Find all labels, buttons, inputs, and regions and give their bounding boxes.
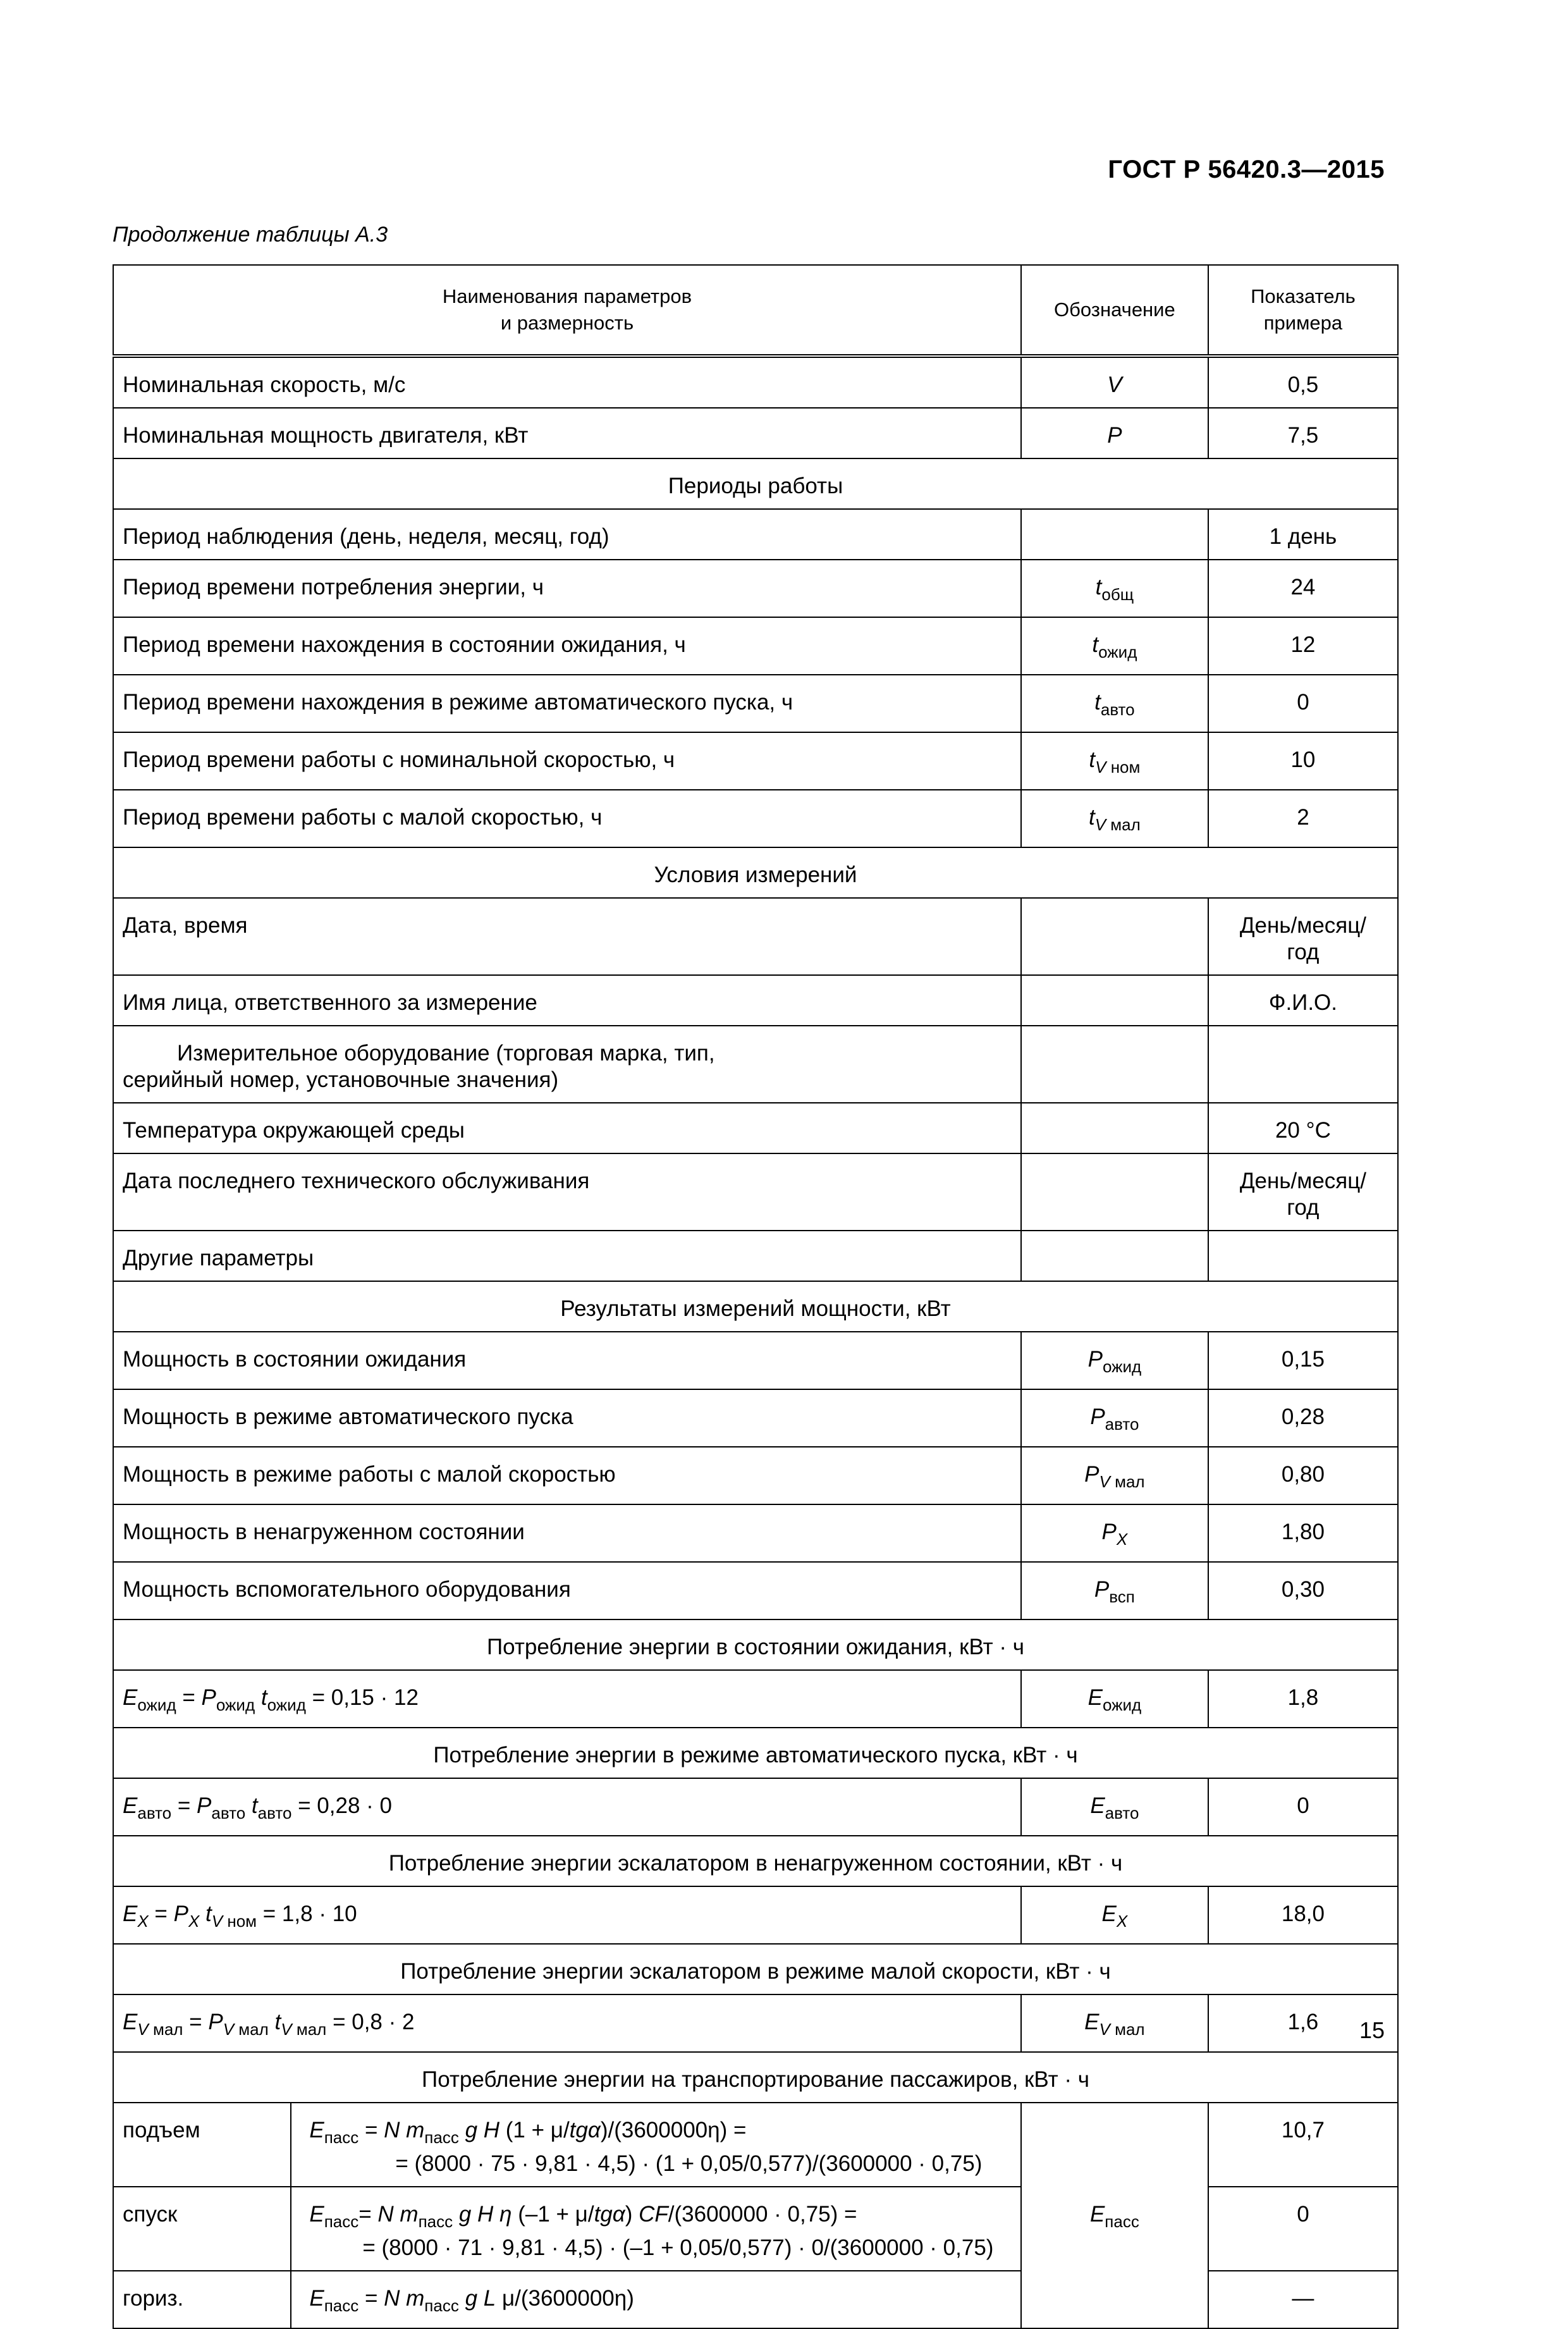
row-name: Период наблюдения (день, неделя, месяц, год) [113, 509, 1021, 560]
f-eq: = [148, 1902, 174, 1926]
f-t: t [260, 1685, 267, 1710]
row-value [1208, 898, 1398, 975]
formula-row [113, 1994, 1398, 2052]
f-p-sub2: мал [238, 2020, 269, 2039]
symbol-base: P [1101, 1520, 1117, 1544]
row-name: Период времени работы с малой скоростью, ч [113, 790, 1021, 847]
f-eq: = [358, 2118, 384, 2142]
row-symbol [1021, 1504, 1208, 1562]
row-value [1208, 1153, 1398, 1231]
f-n: N m [384, 2118, 425, 2142]
symbol-sub2: ном [1110, 758, 1141, 777]
symbol-sub: V [1099, 2020, 1110, 2039]
symbol-sub2: мал [1115, 2020, 1145, 2039]
symbol-base: E [1089, 2202, 1105, 2227]
mode-label: спуск [113, 2187, 291, 2271]
row-value: 0,15 [1208, 1332, 1398, 1389]
formula-line2: = (8000 · 71 · 9,81 · 4,5) · (–1 + 0,05/0,577) · 0/(3600000 · 0,75) [362, 2235, 994, 2260]
row-name: Имя лица, ответственного за измерение [113, 975, 1021, 1026]
formula [291, 2103, 1021, 2187]
row-value: 1,6 [1208, 1994, 1398, 2052]
row-value: 10 [1208, 732, 1398, 790]
table-row [113, 1026, 1398, 1103]
row-name: Период времени работы с номинальной скоростью, ч [113, 732, 1021, 790]
f-eq: = [171, 1793, 197, 1818]
f-d: )/(3600000η) = [600, 2118, 747, 2142]
symbol-base: E [1087, 1685, 1103, 1710]
symbol-sub: ожид [1102, 1357, 1142, 1376]
f-t: t [274, 2010, 281, 2034]
symbol-sub: X [1116, 1530, 1128, 1549]
f-tail: = 0,28 · 0 [291, 1793, 392, 1818]
symbol-base: P [1087, 1347, 1103, 1372]
f-e-sub: X [137, 1912, 149, 1931]
formula-row [113, 2103, 1398, 2187]
row-value: 10,7 [1208, 2103, 1398, 2187]
row-name: Мощность вспомогательного оборудования [113, 1562, 1021, 1619]
parameters-table [113, 264, 1399, 2329]
row-value: 1,80 [1208, 1504, 1398, 1562]
f-p: P [197, 1793, 212, 1818]
symbol-sub2: мал [1115, 1472, 1145, 1491]
table-row [113, 1447, 1398, 1504]
symbol-sub: V [1099, 1472, 1110, 1491]
formula-line2: = (8000 · 75 · 9,81 · 4,5) · (1 + 0,05/0,577)/(3600000 · 0,75) [395, 2151, 983, 2176]
page-number: 15 [1359, 2017, 1385, 2043]
f-e: E [309, 2202, 324, 2227]
section-title: Условия измерений [113, 847, 1398, 898]
f-e-sub: пасс [324, 2296, 359, 2315]
section-title: Потребление энергии эскалатором в ненагруженном состоянии, кВт · ч [113, 1836, 1398, 1886]
formula [291, 2187, 1021, 2271]
row-symbol [1021, 560, 1208, 617]
f-e-sub: пасс [324, 2128, 359, 2147]
section-row [113, 1944, 1398, 1994]
row-symbol [1021, 898, 1208, 975]
f-tail: = 1,8 · 10 [257, 1902, 357, 1926]
symbol-base: P [1094, 1577, 1110, 1602]
f-e: E [309, 2286, 324, 2311]
table-row [113, 408, 1398, 458]
row-value: 0,5 [1208, 356, 1398, 408]
formula-row [113, 1670, 1398, 1728]
section-row [113, 1836, 1398, 1886]
value-line2: год [1287, 940, 1320, 964]
header-value [1208, 265, 1398, 356]
symbol-base: E [1090, 1793, 1105, 1818]
name-line1: Измерительное оборудование (торговая марка, тип, [177, 1041, 715, 1066]
table-caption: Продолжение таблицы А.3 [113, 223, 388, 247]
f-e-sub: пасс [324, 2212, 359, 2231]
row-value: Ф.И.О. [1208, 975, 1398, 1026]
table-row [113, 675, 1398, 732]
row-name: Мощность в режиме работы с малой скоростью [113, 1447, 1021, 1504]
row-symbol: V [1021, 356, 1208, 408]
f-e-sub: V [137, 2020, 149, 2039]
value-line1: День/месяц/ [1239, 913, 1367, 938]
value-line1: День/месяц/ [1239, 1169, 1367, 1193]
table-row [113, 1231, 1398, 1281]
f-n-sub: пасс [424, 2296, 459, 2315]
table-row [113, 509, 1398, 560]
row-value: 0 [1208, 2187, 1398, 2271]
f-e: E [309, 2118, 324, 2142]
row-name: Дата последнего технического обслуживания [113, 1153, 1021, 1231]
row-value: 12 [1208, 617, 1398, 675]
f-tail: = 0,15 · 12 [305, 1685, 419, 1710]
section-title: Результаты измерений мощности, кВт [113, 1281, 1398, 1332]
section-row [113, 1619, 1398, 1670]
table-row [113, 617, 1398, 675]
row-value: 0 [1208, 675, 1398, 732]
symbol-base: t [1089, 747, 1096, 772]
symbol-base: P [1090, 1404, 1105, 1429]
row-symbol [1021, 1332, 1208, 1389]
row-name: Номинальная мощность двигателя, кВт [113, 408, 1021, 458]
row-value: 1 день [1208, 509, 1398, 560]
table-row [113, 1153, 1398, 1231]
formula-line1 [309, 2285, 1012, 2319]
row-value [1208, 1231, 1398, 1281]
symbol-sub: пасс [1105, 2212, 1139, 2231]
f-c: (1 + μ/ [499, 2118, 570, 2142]
table-row [113, 1389, 1398, 1447]
row-symbol [1021, 1231, 1208, 1281]
symbol-sub: авто [1100, 700, 1135, 719]
f-p: P [201, 1685, 216, 1710]
f-cf: CF [639, 2202, 668, 2227]
f-t-sub2: мал [296, 2020, 327, 2039]
f-b: g H η [453, 2202, 512, 2227]
row-symbol [1021, 617, 1208, 675]
row-symbol [1021, 1778, 1208, 1836]
value-line2: год [1287, 1195, 1320, 1220]
f-eq: = [176, 1685, 202, 1710]
section-row [113, 458, 1398, 509]
section-title: Потребление энергии на транспортирование пассажиров, кВт · ч [113, 2052, 1398, 2103]
f-p-sub: X [188, 1912, 200, 1931]
table-row [113, 732, 1398, 790]
symbol-base: t [1088, 805, 1095, 830]
header-value-line2: примера [1263, 312, 1343, 334]
row-symbol: P [1021, 408, 1208, 458]
table-row [113, 1504, 1398, 1562]
symbol-base: E [1084, 2010, 1099, 2034]
row-value: 7,5 [1208, 408, 1398, 458]
f-e: E [123, 1793, 138, 1818]
row-name: Мощность в ненагруженном состоянии [113, 1504, 1021, 1562]
table-row [113, 790, 1398, 847]
row-name: Дата, время [113, 898, 1021, 975]
f-d: ) [625, 2202, 639, 2227]
section-title: Потребление энергии эскалатором в режиме малой скорости, кВт · ч [113, 1944, 1398, 1994]
table-header-row [113, 265, 1398, 356]
row-symbol [1021, 1562, 1208, 1619]
row-value: 0,30 [1208, 1562, 1398, 1619]
f-eq: = [358, 2286, 384, 2311]
header-name-line2: и размерность [500, 312, 634, 334]
f-t-sub: V [211, 1912, 223, 1931]
symbol-sub: авто [1105, 1415, 1139, 1434]
symbol-sub: общ [1101, 585, 1134, 604]
row-symbol [1021, 1670, 1208, 1728]
formula-row [113, 1778, 1398, 1836]
formula [113, 1886, 1021, 1944]
f-n: N m [377, 2202, 419, 2227]
row-symbol [1021, 732, 1208, 790]
row-value [1208, 1026, 1398, 1103]
f-n-sub: пасс [424, 2128, 459, 2147]
row-symbol [1021, 1389, 1208, 1447]
formula [113, 1994, 1021, 2052]
row-value: — [1208, 2271, 1398, 2328]
symbol-sub: авто [1105, 1804, 1139, 1822]
f-e: E [123, 1902, 138, 1926]
row-value: 0,28 [1208, 1389, 1398, 1447]
f-t-sub: авто [257, 1804, 292, 1822]
section-row [113, 1728, 1398, 1778]
f-eq: = [358, 2202, 378, 2227]
table-row [113, 975, 1398, 1026]
row-name [113, 1026, 1021, 1103]
table-row [113, 560, 1398, 617]
formula [113, 1778, 1021, 1836]
row-symbol [1021, 1886, 1208, 1944]
symbol-base: P [1084, 1462, 1099, 1487]
f-t: t [251, 1793, 258, 1818]
f-e-sub: ожид [137, 1695, 176, 1714]
row-value: 1,8 [1208, 1670, 1398, 1728]
f-tg: tgα [594, 2202, 625, 2227]
row-value: 2 [1208, 790, 1398, 847]
table-row [113, 1562, 1398, 1619]
f-e-tail: /(3600000 · 0,75) = [668, 2202, 857, 2227]
symbol-base: t [1095, 575, 1102, 599]
row-name: Другие параметры [113, 1231, 1021, 1281]
f-p-sub: ожид [216, 1695, 255, 1714]
row-value: 0,80 [1208, 1447, 1398, 1504]
row-symbol [1021, 1026, 1208, 1103]
f-p: P [208, 2010, 223, 2034]
mode-label: гориз. [113, 2271, 291, 2328]
row-symbol [1021, 1103, 1208, 1153]
f-p-sub: авто [211, 1804, 246, 1822]
row-value: 20 °C [1208, 1103, 1398, 1153]
f-c: μ/(3600000η) [496, 2286, 634, 2311]
row-value: 18,0 [1208, 1886, 1398, 1944]
f-e: E [123, 1685, 138, 1710]
section-title: Потребление энергии в состоянии ожидания, кВт · ч [113, 1619, 1398, 1670]
symbol-base: E [1101, 1902, 1117, 1926]
f-p: P [173, 1902, 188, 1926]
f-t-sub2: ном [227, 1912, 257, 1931]
f-eq: = [183, 2010, 209, 2034]
section-row [113, 2052, 1398, 2103]
section-title: Потребление энергии в режиме автоматического пуска, кВт · ч [113, 1728, 1398, 1778]
section-row [113, 1281, 1398, 1332]
symbol-base: t [1092, 632, 1099, 657]
header-symbol: Обозначение [1021, 265, 1208, 356]
section-row [113, 847, 1398, 898]
symbol-sub: ожид [1102, 1695, 1142, 1714]
row-name: Период времени нахождения в режиме автоматического пуска, ч [113, 675, 1021, 732]
f-b: g L [458, 2286, 496, 2311]
row-value: 24 [1208, 560, 1398, 617]
formula [291, 2271, 1021, 2328]
f-e-sub: авто [137, 1804, 172, 1822]
symbol-sub: V [1095, 758, 1106, 777]
row-symbol [1021, 1447, 1208, 1504]
f-tg: tgα [569, 2118, 601, 2142]
table-row [113, 898, 1398, 975]
symbol-sub: V [1094, 815, 1106, 834]
row-name: Номинальная скорость, м/с [113, 356, 1021, 408]
symbol-sub: ожид [1098, 642, 1137, 661]
name-line2: серийный номер, установочные значения) [123, 1067, 559, 1092]
row-symbol [1021, 2103, 1208, 2328]
mode-label: подъем [113, 2103, 291, 2187]
symbol-sub: всп [1109, 1587, 1135, 1606]
row-symbol [1021, 1153, 1208, 1231]
row-name: Температура окружающей среды [113, 1103, 1021, 1153]
row-value: 0 [1208, 1778, 1398, 1836]
header-name-line1: Наименования параметров [442, 285, 692, 307]
formula-line1 [309, 2117, 1012, 2151]
formula [113, 1670, 1021, 1728]
f-p-sub: V [223, 2020, 235, 2039]
table-row [113, 356, 1398, 408]
symbol-base: t [1094, 690, 1101, 715]
f-t-sub: ожид [267, 1695, 306, 1714]
symbol-sub2: мал [1110, 815, 1141, 834]
f-e: E [123, 2010, 138, 2034]
f-n-sub: пасс [418, 2212, 453, 2231]
symbol-sub: X [1116, 1912, 1128, 1931]
row-symbol [1021, 1994, 1208, 2052]
f-c: (–1 + μ/ [511, 2202, 594, 2227]
row-symbol [1021, 509, 1208, 560]
header-value-line1: Показатель [1251, 285, 1356, 307]
table-row [113, 1103, 1398, 1153]
formula-row [113, 1886, 1398, 1944]
row-name: Мощность в режиме автоматического пуска [113, 1389, 1021, 1447]
row-name: Период времени нахождения в состоянии ожидания, ч [113, 617, 1021, 675]
row-name: Мощность в состоянии ожидания [113, 1332, 1021, 1389]
section-title: Периоды работы [113, 458, 1398, 509]
row-name: Период времени потребления энергии, ч [113, 560, 1021, 617]
f-n: N m [384, 2286, 425, 2311]
document-id: ГОСТ Р 56420.3—2015 [1108, 156, 1385, 183]
f-t-sub: V [281, 2020, 292, 2039]
row-symbol [1021, 790, 1208, 847]
f-t: t [205, 1902, 212, 1926]
f-e-sub2: мал [152, 2020, 183, 2039]
row-symbol [1021, 675, 1208, 732]
f-b: g H [458, 2118, 500, 2142]
f-tail: = 0,8 · 2 [326, 2010, 415, 2034]
row-symbol [1021, 975, 1208, 1026]
table-row [113, 1332, 1398, 1389]
header-name [113, 265, 1021, 356]
